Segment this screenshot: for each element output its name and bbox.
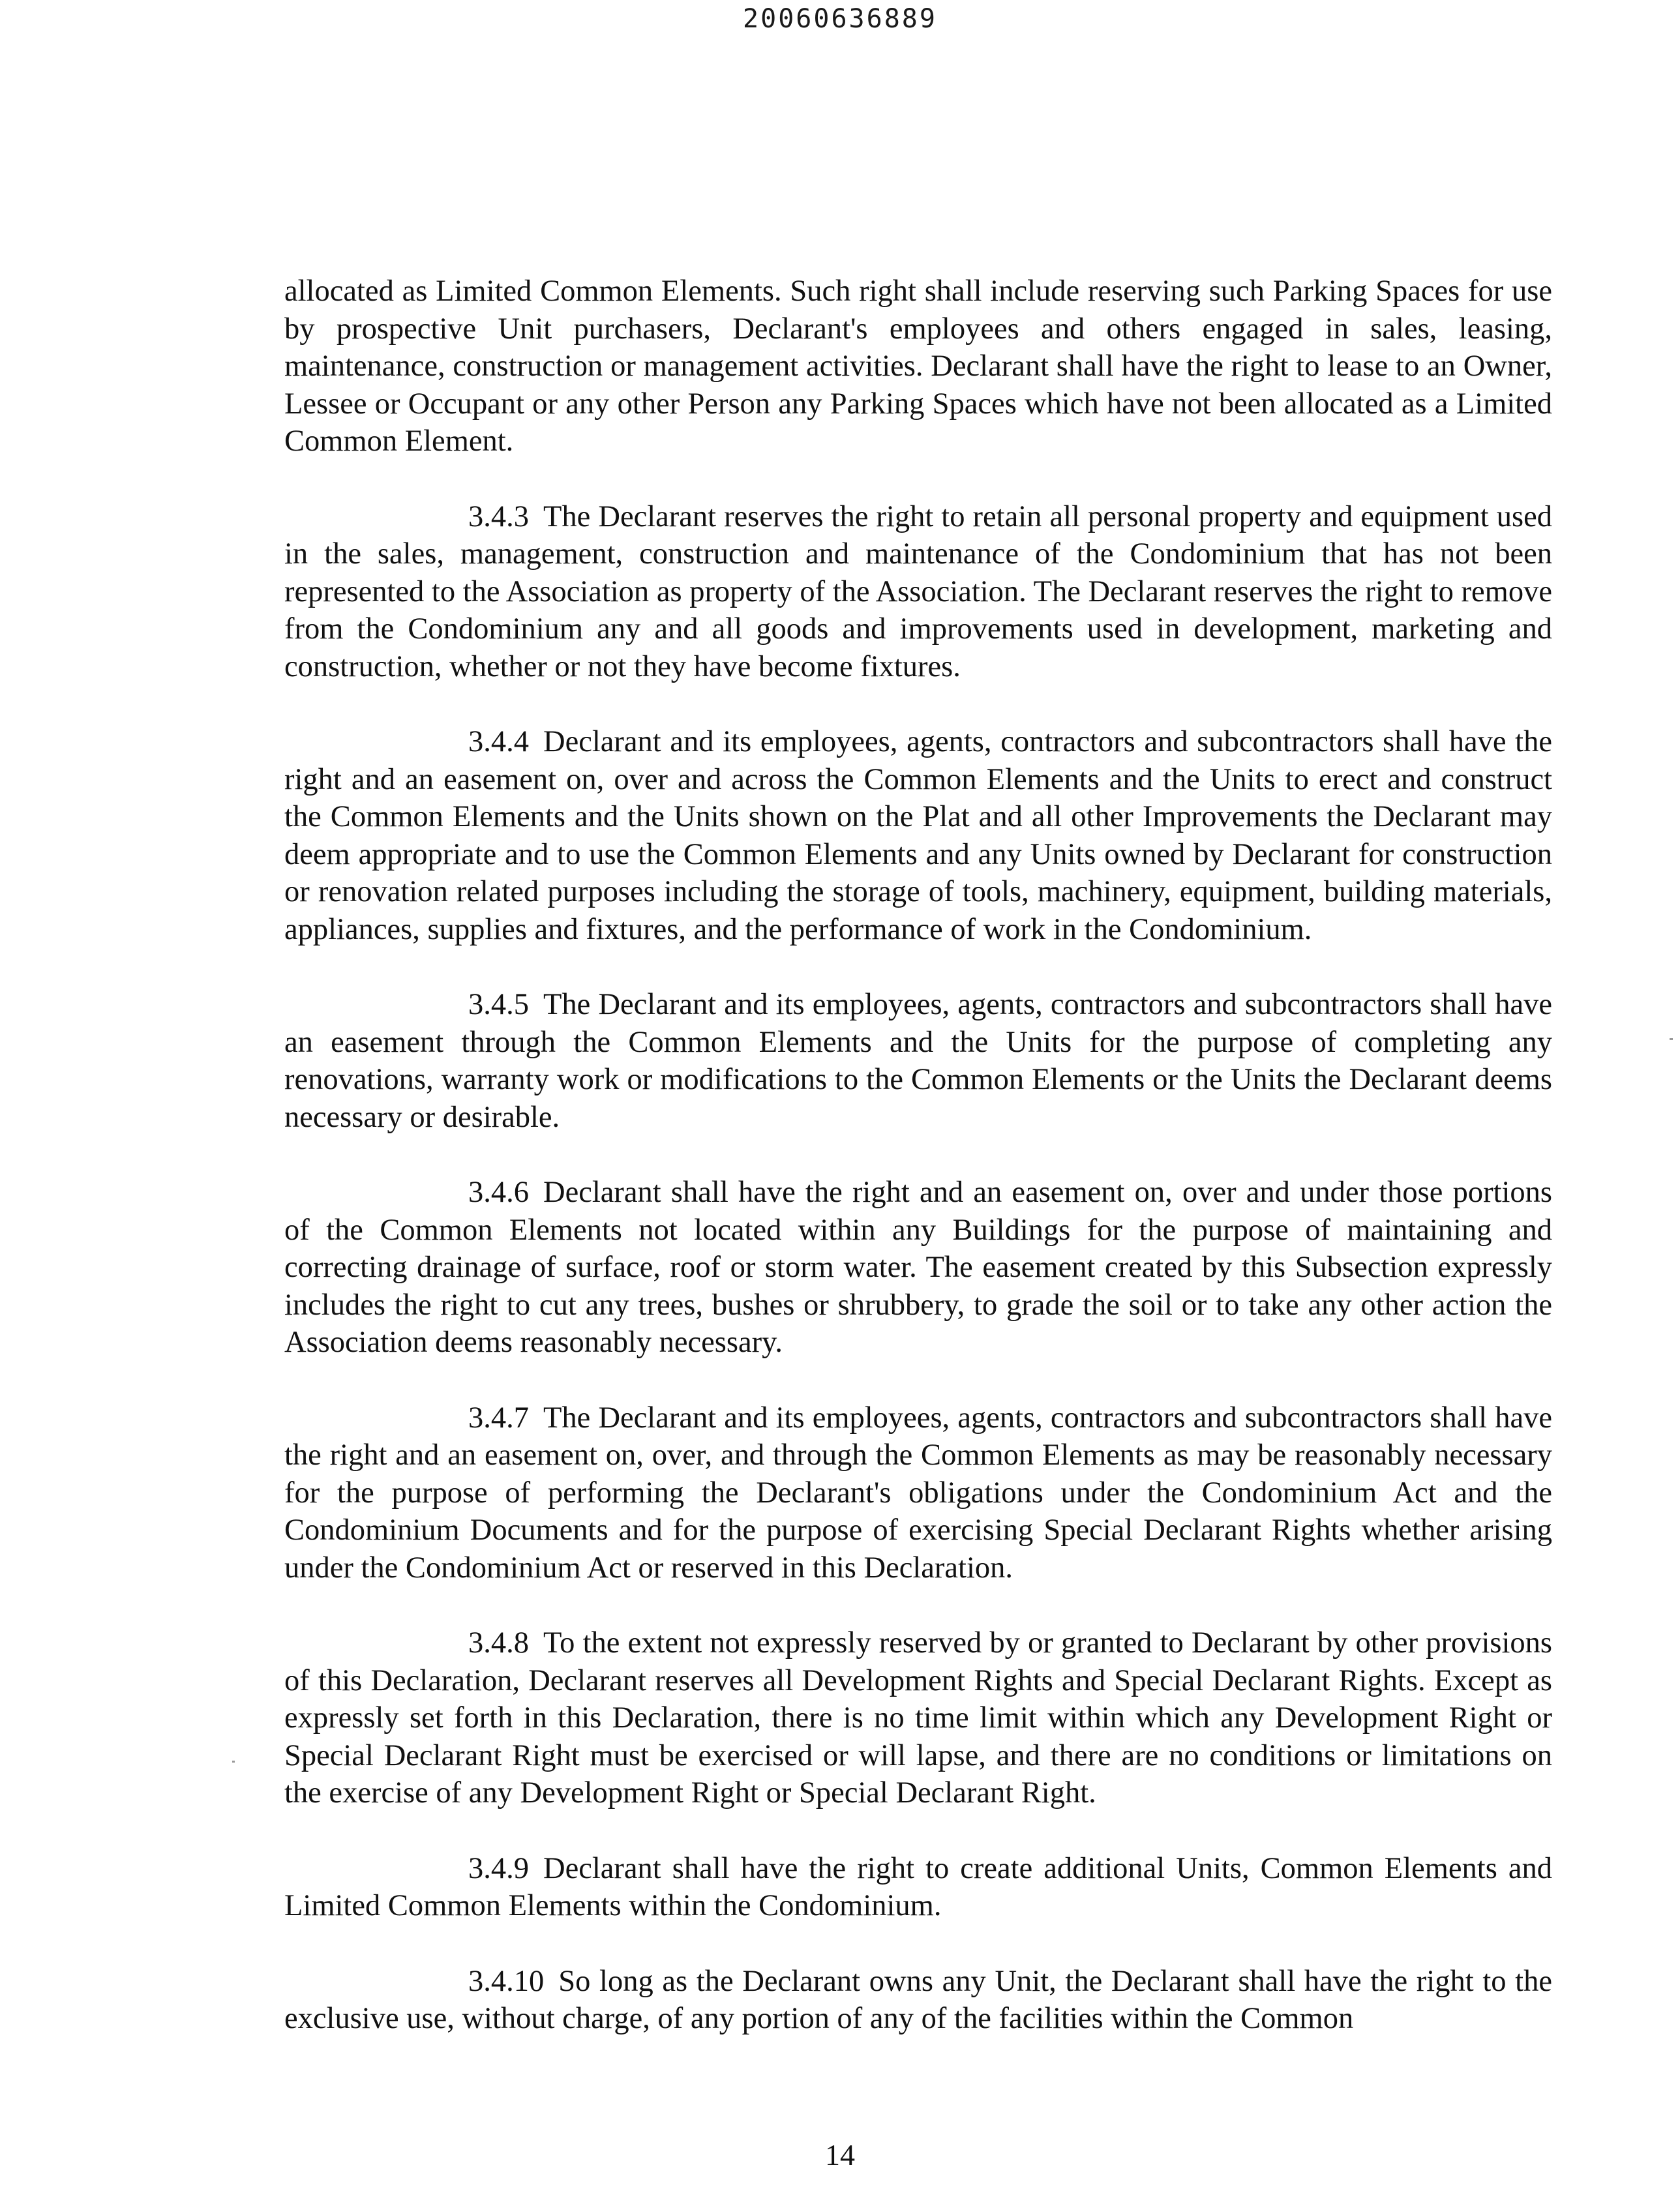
section-text: The Declarant and its employees, agents, contractors and subcontractors shall have the right and an easement on, over, and through the Common Elements as may be reasonably necessary for the purpose of performing the Declarant's obligations under the Condominium Act and the Condominium Documents and for the purpose of exercising Special Declarant Rights whether arising under the Condominium Act or reserved in this Declaration. <box>284 1401 1552 1585</box>
section-number: 3.4.8 <box>468 1626 529 1660</box>
section-number: 3.4.6 <box>468 1176 529 1209</box>
section-paragraph-3-4-6 <box>284 1174 1552 1362</box>
section-number: 3.4.9 <box>468 1851 529 1885</box>
section-paragraph-3-4-9 <box>284 1850 1552 1925</box>
section-number: 3.4.7 <box>468 1401 529 1435</box>
section-text: To the extent not expressly reserved by or granted to Declarant by other provisions of this Declaration, Declarant reserves all Development Rights and Special Declarant Rights. Except as expressly set forth in this Declaration, there is no time limit within which any Development Right or Special Declarant Right must be exercised or will lapse, and there are no conditions or limitations on the exercise of any Development Right or Special Declarant Right. <box>284 1626 1552 1810</box>
section-text: Declarant shall have the right and an easement on, over and under those portions of the Common Elements not located within any Buildings for the purpose of maintaining and correcting drainage of surface, roof or storm water. The easement created by this Subsection expressly includes the right to cut any trees, bushes or shrubbery, to grade the soil or to take any other action the Association deems reasonably necessary. <box>284 1176 1552 1359</box>
section-paragraph-3-4-8 <box>284 1624 1552 1812</box>
page-number: 14 <box>825 2138 855 2171</box>
section-paragraph-3-4-7 <box>284 1399 1552 1587</box>
section-paragraph-3-4-3 <box>284 498 1552 686</box>
section-text: The Declarant and its employees, agents, contractors and subcontractors shall have an easement through the Common Elements and the Units for the purpose of completing any renovations, warranty work or modifications to the Common Elements or the Units the Declarant deems necessary or desirable. <box>284 988 1552 1134</box>
section-number: 3.4.3 <box>468 499 529 533</box>
section-text: Declarant and its employees, agents, contractors and subcontractors shall have the right and an easement on, over and across the Common Elements and the Units to erect and construct the Common Elements and the Units shown on the Plat and all other Improvements the Declarant may deem appropriate and to use the Common Elements and any Units owned by Declarant for construction or renovation related purposes including the storage of tools, machinery, equipment, building materials, appliances, supplies and fixtures, and the performance of work in the Condominium. <box>284 725 1552 946</box>
section-paragraph-3-4-10 <box>284 1963 1552 2038</box>
scan-speck <box>1670 1038 1673 1040</box>
section-number: 3.4.5 <box>468 988 529 1021</box>
document-body <box>284 273 1552 2076</box>
document-id: 20060636889 <box>743 4 937 34</box>
section-paragraph-3-4-4 <box>284 723 1552 948</box>
scan-speck <box>232 1761 235 1763</box>
intro-paragraph: allocated as Limited Common Elements. Such right shall include reserving such Parking Spaces for use by prospective Unit purchasers, Declarant's employees and others engaged in sales, leasing, maintenance, construction or management activities. Declarant shall have the right to lease to an Owner, Lessee or Occupant or any other Person any Parking Spaces which have not been allocated as a Limited Common Element. <box>284 275 1552 458</box>
section-text: So long as the Declarant owns any Unit, the Declarant shall have the right to the exclusive use, without charge, of any portion of any of the facilities within the Common <box>284 1964 1552 2035</box>
section-number: 3.4.10 <box>468 1964 545 1998</box>
section-text: Declarant shall have the right to create additional Units, Common Elements and Limited Common Elements within the Condominium. <box>284 1851 1552 1922</box>
section-paragraph-3-4-5 <box>284 986 1552 1136</box>
section-number: 3.4.4 <box>468 725 529 758</box>
section-text: The Declarant reserves the right to retain all personal property and equipment used in the sales, management, construction and maintenance of the Condominium that has not been represented to the Association as property of the Association. The Declarant reserves the right to remove from the Condominium any and all goods and improvements used in development, marketing and construction, whether or not they have become fixtures. <box>284 499 1552 683</box>
